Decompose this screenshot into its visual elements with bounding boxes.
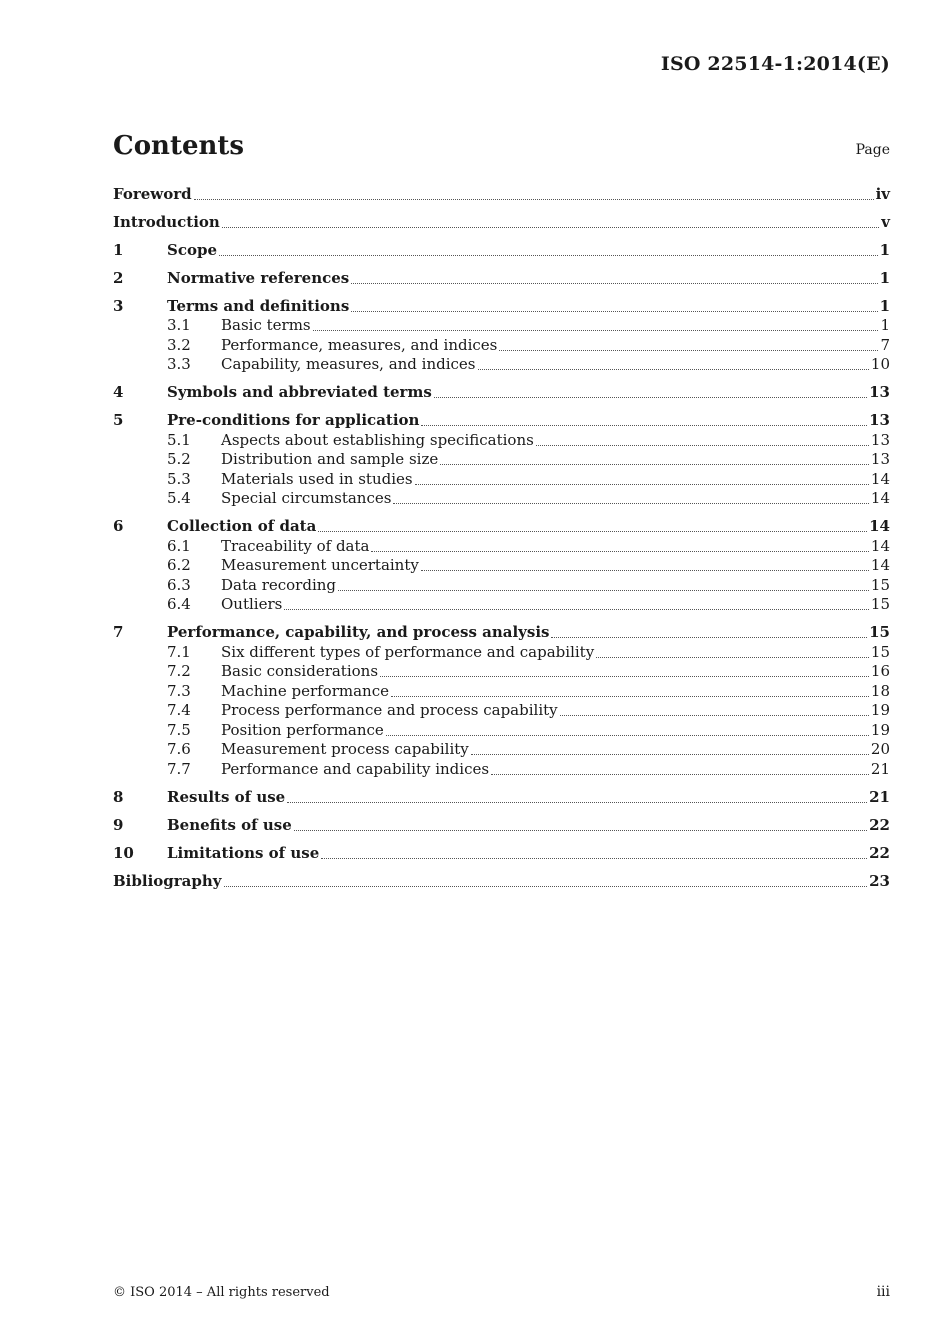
page-number: iii bbox=[876, 1284, 890, 1300]
toc-entry[interactable] bbox=[113, 411, 890, 431]
toc-entry[interactable] bbox=[113, 355, 890, 375]
toc-entry-title: Symbols and abbreviated terms bbox=[167, 383, 432, 401]
toc-entry-page: v bbox=[881, 212, 890, 231]
toc-entry-number: 5.1 bbox=[167, 430, 191, 449]
toc-entry-number: 5.4 bbox=[167, 489, 191, 507]
toc-entry-page: 13 bbox=[870, 430, 890, 449]
toc-entry-number: 3.2 bbox=[167, 335, 191, 354]
dot-leader bbox=[491, 774, 869, 775]
toc-entry-title: Bibliography bbox=[113, 871, 222, 890]
toc-entry-number: 7.3 bbox=[167, 681, 191, 700]
dot-leader bbox=[386, 735, 869, 736]
toc-entry-title: Results of use bbox=[167, 787, 286, 806]
toc-entry[interactable] bbox=[113, 662, 890, 682]
toc-entry-title: Traceability of data bbox=[221, 536, 370, 555]
toc-entry-page: 18 bbox=[870, 681, 890, 700]
dot-leader bbox=[421, 425, 867, 426]
toc-entry-page: iv bbox=[875, 184, 890, 203]
contents-title: Contents bbox=[113, 131, 245, 161]
toc-entry[interactable] bbox=[113, 871, 890, 891]
dot-leader bbox=[313, 330, 879, 331]
toc-entry-page: 16 bbox=[870, 662, 890, 680]
toc-entry-title: Basic considerations bbox=[221, 662, 379, 680]
toc-entry-number: 8 bbox=[113, 787, 124, 806]
toc-entry[interactable] bbox=[113, 212, 890, 232]
toc-entry-title: Terms and definitions bbox=[167, 296, 350, 315]
toc-entry-page: 13 bbox=[870, 450, 890, 468]
toc-entry-title: Scope bbox=[167, 240, 218, 259]
dot-leader bbox=[351, 283, 877, 284]
toc-entry-title: Performance, measures, and indices bbox=[221, 335, 498, 354]
toc-entry-number: 2 bbox=[113, 268, 124, 287]
copyright-notice: © ISO 2014 – All rights reserved bbox=[113, 1285, 330, 1300]
toc-entry[interactable] bbox=[113, 815, 890, 835]
toc-entry-page: 15 bbox=[869, 623, 890, 641]
dot-leader bbox=[434, 397, 867, 398]
toc-entry-page: 15 bbox=[870, 595, 890, 613]
dot-leader bbox=[421, 570, 869, 571]
toc-entry-number: 4 bbox=[113, 383, 124, 401]
toc-entry-page: 22 bbox=[869, 843, 890, 862]
toc-entry[interactable] bbox=[113, 556, 890, 576]
toc-entry-number: 3.1 bbox=[167, 316, 191, 334]
dot-leader bbox=[284, 609, 869, 610]
toc-entry-number: 3 bbox=[113, 296, 124, 315]
toc-entry[interactable] bbox=[113, 623, 890, 643]
toc-entry[interactable] bbox=[113, 720, 890, 740]
dot-leader bbox=[596, 657, 869, 658]
toc-entry-title: Process performance and process capability bbox=[221, 701, 558, 719]
toc-entry-title: Normative references bbox=[167, 268, 350, 287]
toc-entry[interactable] bbox=[113, 268, 890, 288]
toc-entry-title: Performance, capability, and process analysis bbox=[167, 623, 550, 641]
dot-leader bbox=[351, 311, 877, 312]
page-column-label: Page bbox=[855, 142, 890, 158]
dot-leader bbox=[560, 715, 869, 716]
toc-entry-page: 20 bbox=[870, 740, 890, 758]
dot-leader bbox=[391, 696, 869, 697]
toc-entry-title: Measurement uncertainty bbox=[221, 556, 419, 574]
toc-entry[interactable] bbox=[113, 517, 890, 537]
toc-entry-page: 23 bbox=[869, 871, 890, 890]
toc-entry-page: 15 bbox=[870, 575, 890, 594]
toc-entry-number: 6 bbox=[113, 517, 124, 535]
toc-entry-title: Benefits of use bbox=[167, 815, 292, 834]
toc-entry[interactable] bbox=[113, 430, 890, 450]
dot-leader bbox=[287, 802, 867, 803]
dot-leader bbox=[318, 531, 867, 532]
toc-entry-title: Pre-conditions for application bbox=[167, 411, 420, 429]
toc-entry-number: 9 bbox=[113, 815, 124, 834]
toc-entry-title: Special circumstances bbox=[221, 489, 392, 507]
dot-leader bbox=[224, 886, 868, 887]
toc-entry[interactable] bbox=[113, 240, 890, 260]
dot-leader bbox=[478, 369, 869, 370]
toc-entry-title: Machine performance bbox=[221, 681, 389, 700]
toc-entry[interactable] bbox=[113, 316, 890, 336]
dot-leader bbox=[222, 227, 879, 228]
toc-entry[interactable] bbox=[113, 450, 890, 470]
dot-leader bbox=[415, 484, 869, 485]
toc-entry-number: 7 bbox=[113, 623, 124, 641]
dot-leader bbox=[551, 637, 867, 638]
toc-entry-page: 10 bbox=[870, 355, 890, 373]
dot-leader bbox=[393, 503, 868, 504]
toc-entry-number: 5 bbox=[113, 411, 124, 429]
toc-entry-page: 1 bbox=[879, 296, 890, 315]
toc-entry[interactable] bbox=[113, 296, 890, 316]
toc-entry[interactable] bbox=[113, 681, 890, 701]
dot-leader bbox=[499, 350, 878, 351]
toc-entry-number: 7.5 bbox=[167, 720, 191, 739]
toc-entry-number: 3.3 bbox=[167, 355, 191, 373]
toc-entry[interactable] bbox=[113, 701, 890, 721]
toc-entry-number: 10 bbox=[113, 843, 134, 862]
toc-entry-title: Collection of data bbox=[167, 517, 317, 535]
toc-entry-page: 13 bbox=[869, 411, 890, 429]
toc-entry-page: 22 bbox=[869, 815, 890, 834]
dot-leader bbox=[440, 464, 869, 465]
toc-entry-title: Performance and capability indices bbox=[221, 759, 490, 778]
toc-entry-title: Outliers bbox=[221, 595, 283, 613]
toc-entry[interactable] bbox=[113, 740, 890, 760]
toc-entry[interactable] bbox=[113, 575, 890, 595]
toc-entry[interactable] bbox=[113, 469, 890, 489]
toc-entry-page: 7 bbox=[880, 335, 890, 354]
toc-entry-title: Materials used in studies bbox=[221, 469, 413, 488]
toc-entry-title: Basic terms bbox=[221, 316, 311, 334]
toc-entry-number: 7.7 bbox=[167, 759, 191, 778]
toc-entry-page: 14 bbox=[870, 469, 890, 488]
toc-entry-title: Capability, measures, and indices bbox=[221, 355, 476, 373]
toc-entry-number: 7.6 bbox=[167, 740, 191, 758]
toc-entry[interactable] bbox=[113, 383, 890, 403]
toc-entry-number: 1 bbox=[113, 240, 124, 259]
toc-entry-page: 1 bbox=[879, 240, 890, 259]
dot-leader bbox=[371, 551, 868, 552]
toc-entry-page: 14 bbox=[870, 556, 890, 574]
dot-leader bbox=[194, 199, 874, 200]
toc-entry[interactable] bbox=[113, 595, 890, 615]
toc-entry-number: 7.1 bbox=[167, 642, 191, 661]
toc-entry-title: Six different types of performance and capability bbox=[221, 642, 595, 661]
toc-entry[interactable] bbox=[113, 489, 890, 509]
toc-entry-page: 1 bbox=[879, 268, 890, 287]
toc-entry-number: 7.2 bbox=[167, 662, 191, 680]
dot-leader bbox=[219, 255, 878, 256]
toc-entry-title: Position performance bbox=[221, 720, 384, 739]
toc-entry-number: 5.3 bbox=[167, 469, 191, 488]
dot-leader bbox=[536, 445, 869, 446]
toc-entry[interactable] bbox=[113, 184, 890, 204]
dot-leader bbox=[321, 858, 867, 859]
toc-entry-number: 6.2 bbox=[167, 556, 191, 574]
toc-entry[interactable] bbox=[113, 843, 890, 863]
toc-entry-page: 14 bbox=[870, 489, 890, 507]
toc-entry-page: 14 bbox=[870, 536, 890, 555]
toc-entry[interactable] bbox=[113, 759, 890, 779]
toc-entry-title: Foreword bbox=[113, 184, 192, 203]
dot-leader bbox=[338, 590, 869, 591]
toc-entry-page: 19 bbox=[870, 701, 890, 719]
toc-entry-title: Limitations of use bbox=[167, 843, 320, 862]
toc-entry-title: Measurement process capability bbox=[221, 740, 469, 758]
toc-entry-page: 21 bbox=[869, 787, 890, 806]
toc-entry-title: Introduction bbox=[113, 212, 220, 231]
toc-entry-title: Data recording bbox=[221, 575, 337, 594]
toc-entry-number: 5.2 bbox=[167, 450, 191, 468]
dot-leader bbox=[294, 830, 867, 831]
toc-entry-page: 21 bbox=[870, 759, 890, 778]
toc-entry-number: 7.4 bbox=[167, 701, 191, 719]
toc-entry-page: 13 bbox=[869, 383, 890, 401]
document-id: ISO 22514-1:2014(E) bbox=[660, 53, 890, 75]
dot-leader bbox=[471, 754, 869, 755]
toc-entry-page: 15 bbox=[870, 642, 890, 661]
toc-entry[interactable] bbox=[113, 536, 890, 556]
toc-entry-number: 6.3 bbox=[167, 575, 191, 594]
toc-entry-title: Distribution and sample size bbox=[221, 450, 439, 468]
toc-entry-page: 19 bbox=[870, 720, 890, 739]
toc-entry-page: 14 bbox=[869, 517, 890, 535]
toc-entry-title: Aspects about establishing specifications bbox=[221, 430, 534, 449]
table-of-contents bbox=[113, 184, 890, 891]
toc-entry[interactable] bbox=[113, 787, 890, 807]
toc-entry-page: 1 bbox=[880, 316, 890, 334]
toc-entry-number: 6.1 bbox=[167, 536, 191, 555]
dot-leader bbox=[380, 676, 869, 677]
toc-entry[interactable] bbox=[113, 642, 890, 662]
toc-entry[interactable] bbox=[113, 335, 890, 355]
toc-entry-number: 6.4 bbox=[167, 595, 191, 613]
